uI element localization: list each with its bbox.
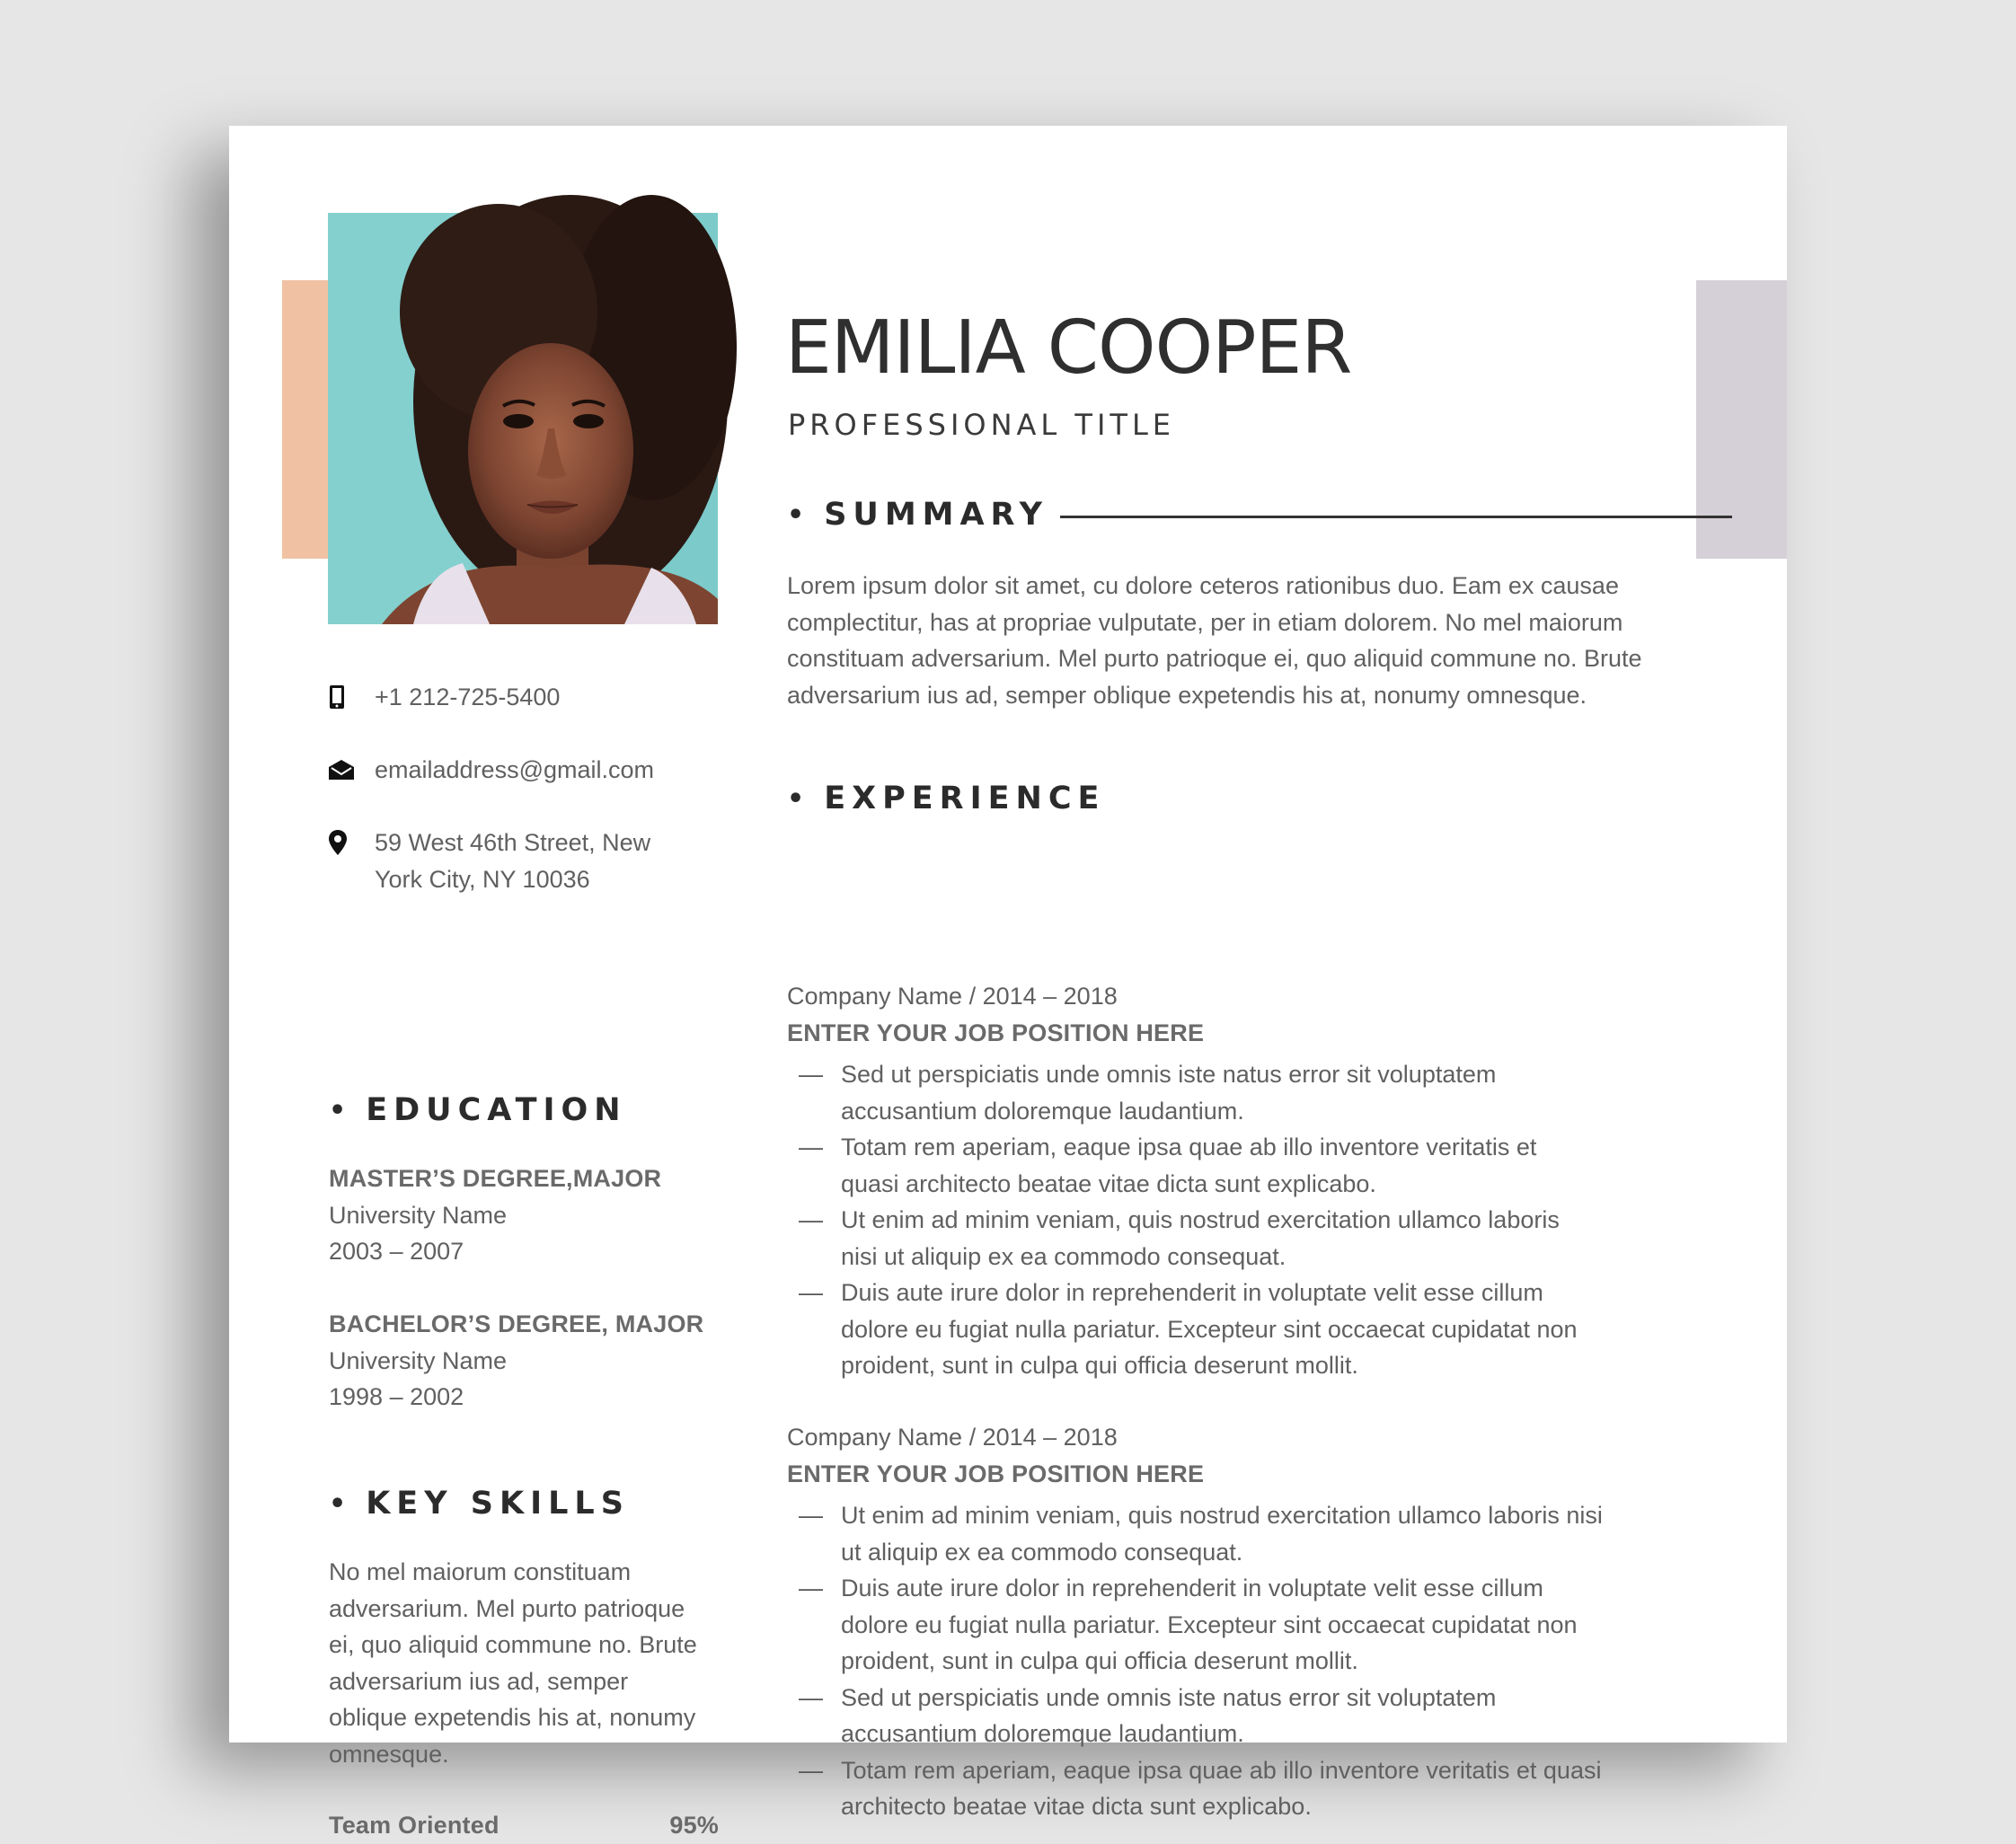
degree-title: MASTER’S DEGREE,MAJOR: [329, 1165, 662, 1192]
list-item: — Sed ut perspiciatis unde omnis iste natus error sit voluptatem accusantium doloremque laudantium.: [787, 1680, 1703, 1752]
company-line: Company Name / 2014 – 2018: [787, 983, 1118, 1010]
location-pin-icon: [328, 825, 355, 860]
list-item: — Totam rem aperiam, eaque ipsa quae ab illo inventore veritatis et quasi architecto beatae vitae dicta sunt explicabo.: [787, 1752, 1703, 1825]
skill-name: Team Oriented: [329, 1812, 500, 1839]
address-line-1: 59 West 46th Street, New: [375, 829, 651, 856]
bullet-line: architecto beatae vitae dicta sunt explicabo.: [841, 1793, 1312, 1820]
profile-photo: [328, 213, 718, 624]
phone-icon: [328, 679, 355, 715]
bullet-line: Sed ut perspiciatis unde omnis iste natus error sit voluptatem: [841, 1061, 1497, 1088]
list-item: — Duis aute irure dolor in reprehenderit in voluptate velit esse cillum dolore eu fugiat nulla pariatur. Excepteur sint occaecat cupidatat non proident, sunt in culpa qui officia deserunt mollit.: [787, 1570, 1703, 1680]
education-years: 2003 – 2007: [329, 1238, 464, 1265]
bullet-line: Ut enim ad minim veniam, quis nostrud exercitation ullamco laboris: [841, 1206, 1560, 1233]
email-text: emailaddress@gmail.com: [375, 756, 655, 783]
bullet-line: accusantium doloremque laudantium.: [841, 1720, 1244, 1747]
bullet-line: Sed ut perspiciatis unde omnis iste natus error sit voluptatem: [841, 1683, 1497, 1711]
bullet-line: Duis aute irure dolor in reprehenderit in voluptate velit esse cillum: [841, 1575, 1543, 1601]
bullet-line: Ut enim ad minim veniam, quis nostrud exercitation ullamco laboris nisi: [841, 1502, 1603, 1529]
company-line: Company Name / 2014 – 2018: [787, 1424, 1118, 1451]
job-bullets: [787, 1056, 1703, 1384]
professional-title: PROFESSIONAL TITLE: [788, 408, 1175, 442]
key-skills-heading-label: KEY SKILLS: [366, 1486, 630, 1522]
summary-heading: • SUMMARY: [787, 497, 1048, 533]
phone-text: +1 212-725-5400: [375, 684, 561, 710]
summary-line: constituam adversarium. Mel purto patrioque ei, quo aliquid commune no. Brute: [787, 645, 1642, 672]
bullet-line: proident, sunt in culpa qui officia deserunt mollit.: [841, 1647, 1358, 1674]
skills-line: oblique expetendis his at, nonumy: [329, 1704, 696, 1731]
bullet-line: ut aliquip ex ea commodo consequat.: [841, 1538, 1243, 1566]
skills-line: ei, quo aliquid commune no. Brute: [329, 1631, 697, 1658]
skill-percent: 95%: [669, 1812, 719, 1839]
job-bullets: [787, 1497, 1703, 1825]
bullet-line: quasi architecto beatae vitae dicta sunt explicabo.: [841, 1169, 1376, 1197]
job-position: ENTER YOUR JOB POSITION HERE: [787, 1460, 1205, 1487]
list-item: — Totam rem aperiam, eaque ipsa quae ab illo inventore veritatis et quasi architecto beatae vitae dicta sunt explicabo.: [787, 1129, 1703, 1202]
degree-title: BACHELOR’S DEGREE, MAJOR: [329, 1310, 704, 1337]
skills-line: adversarium ius ad, semper: [329, 1667, 629, 1695]
list-item: — Duis aute irure dolor in reprehenderit in voluptate velit esse cillum dolore eu fugiat nulla pariatur. Excepteur sint occaecat cupidatat non proident, sunt in culpa qui officia deserunt mollit.: [787, 1275, 1703, 1384]
job-entry: [787, 978, 1703, 1384]
bullet-line: nisi ut aliquip ex ea commodo consequat.: [841, 1242, 1287, 1270]
candidate-name: EMILIA COOPER: [785, 305, 1352, 391]
contact-phone: [328, 679, 716, 716]
summary-heading-label: SUMMARY: [824, 497, 1048, 533]
address-text: [375, 825, 716, 897]
education-heading-label: EDUCATION: [366, 1092, 627, 1128]
skills-text: [329, 1554, 724, 1772]
skills-line: adversarium. Mel purto patrioque: [329, 1594, 685, 1622]
experience-heading-label: EXPERIENCE: [824, 781, 1106, 816]
school-name: University Name: [329, 1346, 508, 1374]
list-item: — Ut enim ad minim veniam, quis nostrud exercitation ullamco laboris nisi ut aliquip ex ea commodo consequat.: [787, 1202, 1703, 1275]
bullet-line: Totam rem aperiam, eaque ipsa quae ab illo inventore veritatis et: [841, 1134, 1537, 1160]
address-line-2: York City, NY 10036: [375, 865, 590, 893]
bullet-line: accusantium doloremque laudantium.: [841, 1097, 1244, 1125]
list-item: — Ut enim ad minim veniam, quis nostrud exercitation ullamco laboris nisi ut aliquip ex ea commodo consequat.: [787, 1497, 1703, 1570]
contact-address: [328, 825, 716, 897]
education-years: 1998 – 2002: [329, 1383, 464, 1410]
summary-line: adversarium ius ad, semper oblique expetendis his at, nonumy omnesque.: [787, 681, 1587, 709]
summary-line: Lorem ipsum dolor sit amet, cu dolore ceteros rationibus duo. Eam ex causae: [787, 572, 1619, 599]
skill-row: [329, 1807, 719, 1844]
resume-page: [229, 126, 1787, 1839]
education-item: [329, 1306, 724, 1416]
summary-divider: [1060, 516, 1732, 518]
bullet-line: Totam rem aperiam, eaque ipsa quae ab illo inventore veritatis et quasi: [841, 1756, 1602, 1784]
job-position: ENTER YOUR JOB POSITION HERE: [787, 1019, 1205, 1046]
bullet-line: dolore eu fugiat nulla pariatur. Excepteur sint occaecat cupidatat non: [841, 1315, 1578, 1343]
envelope-icon: [328, 752, 355, 788]
summary-text: [787, 568, 1694, 713]
skills-line: No mel maiorum constituam: [329, 1558, 632, 1585]
school-name: University Name: [329, 1201, 508, 1229]
education-item: [329, 1160, 724, 1270]
experience-heading: • EXPERIENCE: [787, 781, 1106, 816]
bullet-line: proident, sunt in culpa qui officia deserunt mollit.: [841, 1352, 1358, 1379]
education-heading: • EDUCATION: [329, 1092, 627, 1128]
key-skills-heading: • KEY SKILLS: [329, 1486, 630, 1522]
job-entry: [787, 1419, 1703, 1825]
bullet-line: Duis aute irure dolor in reprehenderit in voluptate velit esse cillum: [841, 1279, 1543, 1306]
bullet-line: dolore eu fugiat nulla pariatur. Excepteur sint occaecat cupidatat non: [841, 1610, 1578, 1638]
contact-email: [328, 752, 716, 789]
summary-line: complectitur, has at propriae vulputate, per in etiam dolorem. No mel maiorum: [787, 608, 1623, 636]
skills-line: omnesque.: [329, 1740, 449, 1768]
list-item: — Sed ut perspiciatis unde omnis iste natus error sit voluptatem accusantium doloremque laudantium.: [787, 1056, 1703, 1129]
